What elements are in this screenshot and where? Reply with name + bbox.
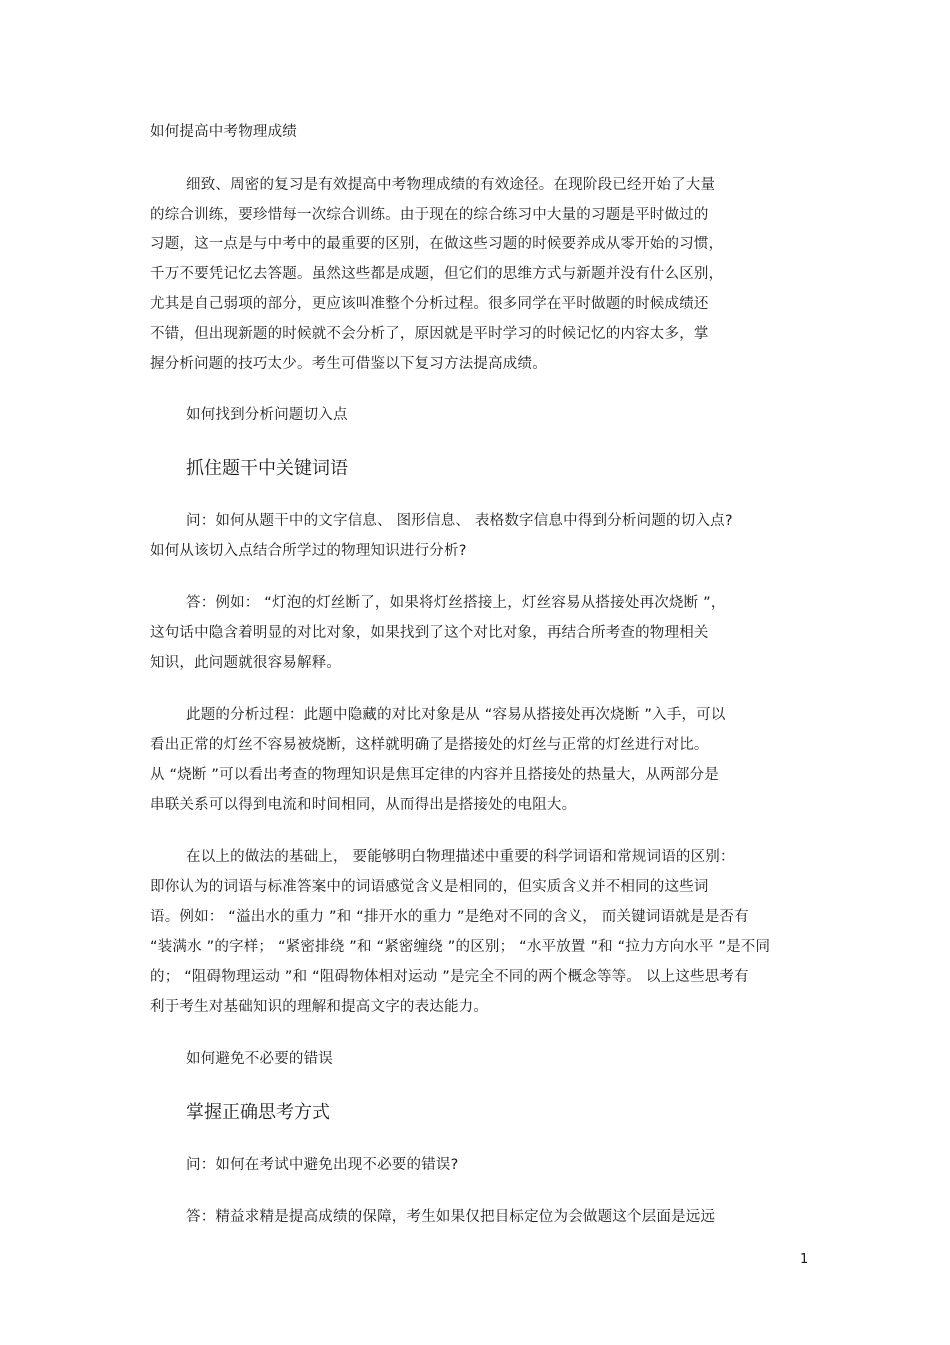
section-heading: 掌握正确思考方式: [186, 1102, 330, 1123]
question-line: 问：如何在考试中避免出现不必要的错误?: [186, 1157, 459, 1173]
document-title: 如何提高中考物理成绩: [150, 124, 297, 140]
analysis-line: 看出正常的灯丝不容易被烧断，这样就明确了是搭接处的灯丝与正常的灯丝进行对比。: [150, 737, 709, 753]
section-title: 如何找到分析问题切入点: [186, 407, 348, 423]
paragraph-line: 即你认为的词语与标准答案中的词语感觉含义是相同的，但实质含义并不相同的这些词: [150, 879, 709, 895]
paragraph-line: 不错，但出现新题的时候就不会分析了，原因就是平时学习的时候记忆的内容太多，掌: [150, 326, 709, 342]
paragraph-line: 的； “阻碍物理运动 ”和 “阻碍物体相对运动 ”是完全不同的两个概念等等。 以上这些思考有: [150, 969, 749, 985]
paragraph-line: 在以上的做法的基础上， 要能够明白物理描述中重要的科学词语和常规词语的区别：: [186, 849, 735, 865]
paragraph-line: 握分析问题的技巧太少。考生可借鉴以下复习方法提高成绩。: [150, 356, 547, 372]
question-line: 问：如何从题干中的文字信息、 图形信息、 表格数字信息中得到分析问题的切入点?: [186, 513, 733, 529]
question-line: 如何从该切入点结合所学过的物理知识进行分析?: [150, 543, 467, 559]
paragraph-line: 千万不要凭记忆去答题。虽然这些都是成题，但它们的思维方式与新题并没有什么区别，: [150, 266, 724, 282]
analysis-line: 此题的分析过程：此题中隐藏的对比对象是从 “容易从搭接处再次烧断 ”入手，可以: [186, 707, 726, 723]
page-number: 1: [800, 1252, 809, 1267]
paragraph-line: 语。例如： “溢出水的重力 ”和 “排开水的重力 ”是绝对不同的含义， 而关键词语就是是否有: [150, 909, 749, 925]
answer-line: 答：例如： “灯泡的灯丝断了，如果将灯丝搭接上，灯丝容易从搭接处再次烧断 ”，: [186, 595, 726, 611]
paragraph-line: 习题，这一点是与中考中的最重要的区别，在做这些习题的时候要养成从零开始的习惯，: [150, 236, 724, 252]
answer-line: 这句话中隐含着明显的对比对象，如果找到了这个对比对象，再结合所考查的物理相关: [150, 625, 709, 641]
paragraph-line: “装满水 ”的字样； “紧密排绕 ”和 “紧密缠绕 ”的区别； “水平放置 ”和 “拉力方向水平 ”是不同: [150, 939, 771, 955]
analysis-line: 串联关系可以得到电流和时间相同，从而得出是搭接处的电阻大。: [150, 797, 577, 813]
section-title: 如何避免不必要的错误: [186, 1051, 333, 1067]
section-heading: 抓住题干中关键词语: [186, 458, 348, 479]
answer-line: 答：精益求精是提高成绩的保障，考生如果仅把目标定位为会做题这个层面是远远: [186, 1209, 716, 1225]
paragraph-line: 细致、周密的复习是有效提高中考物理成绩的有效途径。在现阶段已经开始了大量: [186, 177, 716, 193]
analysis-line: 从 “烧断 ”可以看出考查的物理知识是焦耳定律的内容并且搭接处的热量大，从两部分是: [150, 767, 719, 783]
paragraph-line: 利于考生对基础知识的理解和提高文字的表达能力。: [150, 999, 489, 1015]
answer-line: 知识，此问题就很容易解释。: [150, 655, 342, 671]
paragraph-line: 的综合训练，要珍惜每一次综合训练。由于现在的综合练习中大量的习题是平时做过的: [150, 207, 709, 223]
paragraph-line: 尤其是自己弱项的部分，更应该叫准整个分析过程。很多同学在平时做题的时候成绩还: [150, 296, 709, 312]
